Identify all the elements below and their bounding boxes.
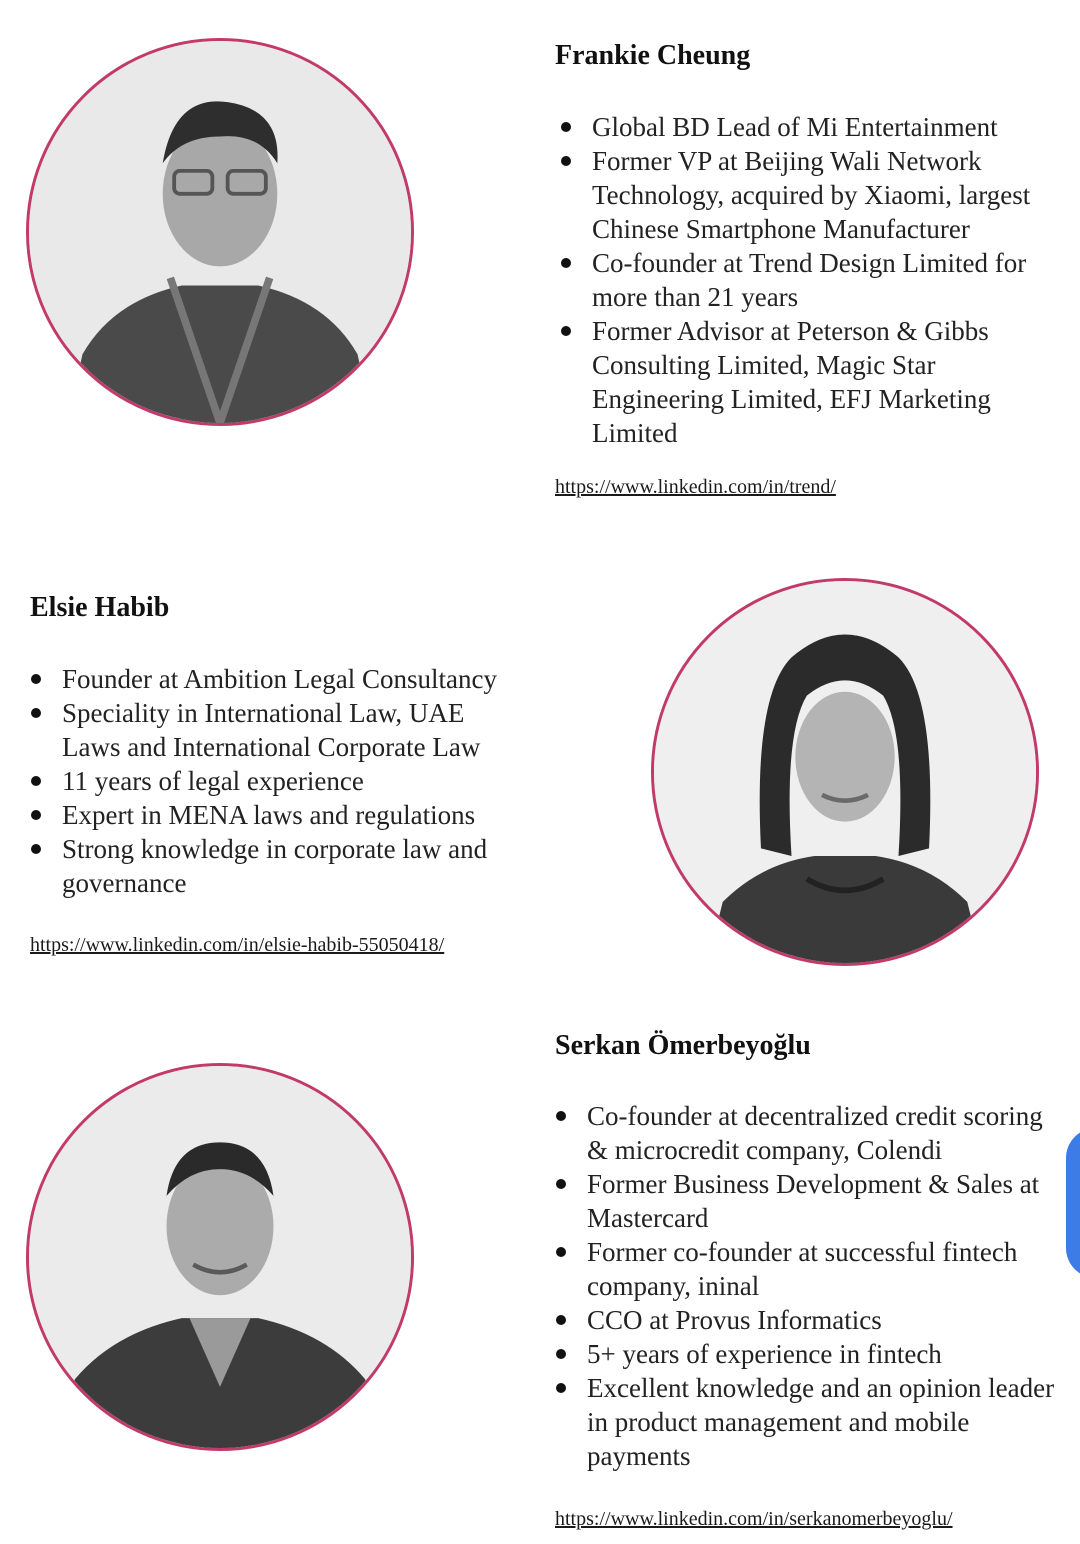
linkedin-link[interactable]: https://www.linkedin.com/in/serkanomerbeyoglu/ — [555, 1508, 953, 1530]
floating-side-tab[interactable] — [1066, 1128, 1080, 1278]
linkedin-link[interactable]: https://www.linkedin.com/in/elsie-habib-55050418/ — [30, 934, 445, 956]
person-photo-icon — [29, 41, 411, 423]
list-item: Strong knowledge in corporate law and governance — [25, 832, 525, 900]
list-item: Former VP at Beijing Wali Network Technology, acquired by Xiaomi, largest Chinese Smartphone Manufacturer — [555, 144, 1065, 246]
list-item: Former Business Development & Sales at Mastercard — [550, 1167, 1055, 1235]
person-photo-icon — [29, 1066, 411, 1448]
list-item: Excellent knowledge and an opinion leader in product management and mobile payments — [550, 1371, 1055, 1473]
profile-photo-frankie-cheung — [26, 38, 414, 426]
list-item: Founder at Ambition Legal Consultancy — [25, 662, 525, 696]
profile-photo-serkan-omerbeyoglu — [26, 1063, 414, 1451]
list-item: CCO at Provus Informatics — [550, 1303, 1055, 1337]
list-item: Co-founder at decentralized credit scoring & microcredit company, Colendi — [550, 1099, 1055, 1167]
list-item: Former co-founder at successful fintech company, ininal — [550, 1235, 1055, 1303]
list-item: Co-founder at Trend Design Limited for more than 21 years — [555, 246, 1065, 314]
bullet-list — [25, 662, 525, 900]
profile-name: Elsie Habib — [30, 592, 170, 623]
profile-name: Serkan Ömerbeyoğlu — [555, 1030, 811, 1061]
profile-name: Frankie Cheung — [555, 40, 751, 71]
linkedin-link[interactable]: https://www.linkedin.com/in/trend/ — [555, 476, 836, 498]
list-item: Expert in MENA laws and regulations — [25, 798, 525, 832]
bullet-list — [555, 110, 1065, 450]
person-photo-icon — [654, 581, 1036, 963]
bullet-list — [550, 1099, 1055, 1473]
profile-photo-elsie-habib — [651, 578, 1039, 966]
list-item: Speciality in International Law, UAE Laws and International Corporate Law — [25, 696, 525, 764]
list-item: 11 years of legal experience — [25, 764, 525, 798]
list-item: 5+ years of experience in fintech — [550, 1337, 1055, 1371]
list-item: Global BD Lead of Mi Entertainment — [555, 110, 1065, 144]
list-item: Former Advisor at Peterson & Gibbs Consulting Limited, Magic Star Engineering Limited, EFJ Marketing Limited — [555, 314, 1065, 450]
